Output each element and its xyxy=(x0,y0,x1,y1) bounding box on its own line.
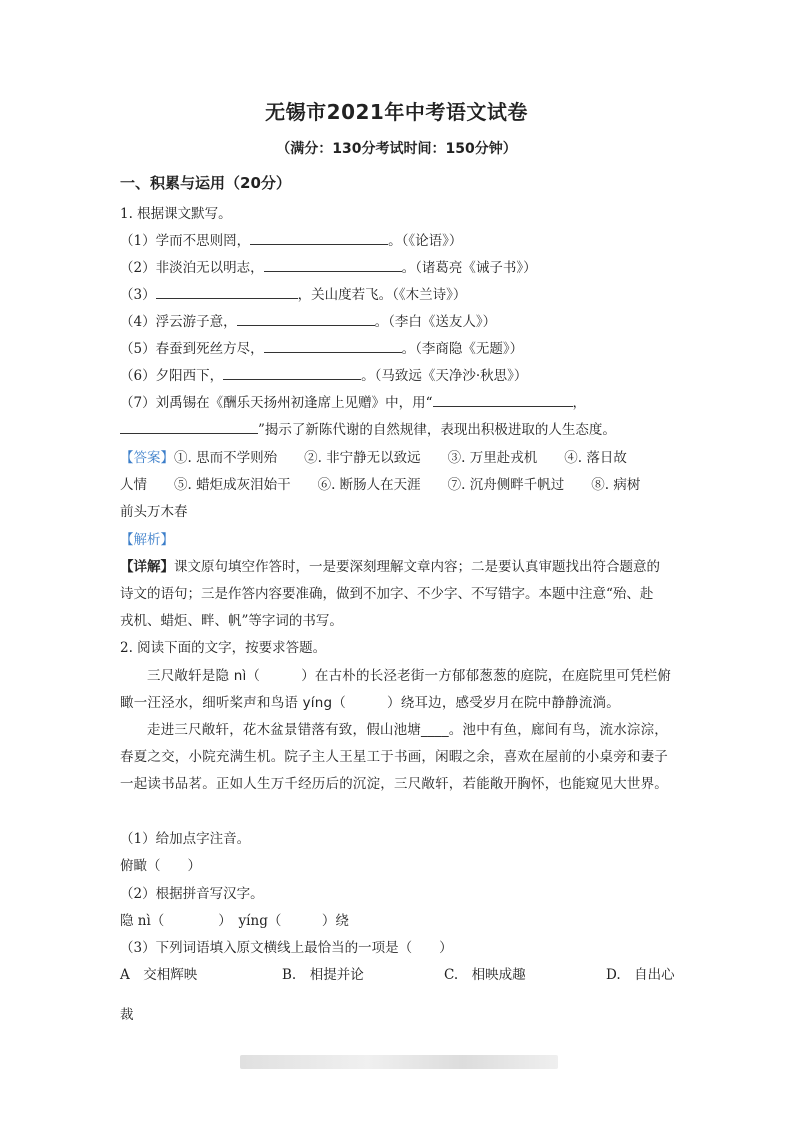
passage-p2-line1: 走进三尺敞轩，花木盆景错落有致，假山池塘____。池中有鱼，廊间有鸟，流水淙淙， xyxy=(147,722,668,738)
answer-line-1: 【答案】①. 思而不学则殆 ②. 非宁静无以致远 ③. 万里赴戎机 ④. 落日故 xyxy=(120,450,627,466)
answer-blank xyxy=(264,259,402,272)
option-d: D. 自出心 xyxy=(606,967,675,983)
q1-item-2: （2）非淡泊无以明志， 。（诸葛亮《诫子书》） xyxy=(120,260,537,276)
sub-question-3: （3）下列词语填入原文横线上最恰当的一项是（ ） xyxy=(120,940,453,956)
answer-tag: 【答案】 xyxy=(120,450,174,466)
q1-item-5: （5）春蚕到死丝方尽， 。（李商隐《无题》） xyxy=(120,341,524,357)
passage-p1-line2: 瞰一汪泾水，细听桨声和鸟语 yíng（ ）绕耳边，感受岁月在院中静静流淌。 xyxy=(120,695,620,711)
answer-line-2: 人情 ⑤. 蜡炬成灰泪始干 ⑥. 断肠人在天涯 ⑦. 沉舟侧畔千帆过 ⑧. 病树 xyxy=(120,477,641,493)
option-c: C. 相映成趣 xyxy=(444,967,526,983)
detail-line-2: 诗文的语句；三是作答内容要准确，做到不加字、不少字、不写错字。本题中注意“殆、赴 xyxy=(120,586,654,602)
detail-line-1: 【详解】课文原句填空作答时，一是要深刻理解文章内容；二是要认真审题找出符合题意的 xyxy=(120,559,660,575)
q1-item-1: （1）学而不思则罔， 。（《论语》） xyxy=(120,233,463,249)
answer-blank xyxy=(433,394,573,407)
answer-blank xyxy=(120,421,258,434)
option-d-cont: 裁 xyxy=(120,1007,134,1023)
detail-line-3: 戎机、蜡炬、畔、帆”等字词的书写。 xyxy=(120,613,343,629)
section-heading: 一、积累与运用（20分） xyxy=(120,174,291,192)
detail-tag: 【详解】 xyxy=(120,559,174,575)
passage-p2-line2: 春夏之交，小院充满生机。院子主人王星工于书画，闲暇之余，喜欢在屋前的小桌旁和妻子 xyxy=(120,749,668,765)
option-b: B. 相提并论 xyxy=(282,967,364,983)
question-1-stem: 1. 根据课文默写。 xyxy=(120,206,232,222)
passage-p2-line3: 一起读书品茗。正如人生万千经历后的沉淀，三尺敞轩，若能敞开胸怀，也能窥见大世界。 xyxy=(120,776,668,792)
sub-question-2: （2）根据拼音写汉字。 xyxy=(120,886,264,902)
answer-line-3: 前头万木春 xyxy=(120,504,188,520)
sub-question-1: （1）给加点字注音。 xyxy=(120,831,251,847)
answer-blank xyxy=(223,367,361,380)
q1-item-4: （4）浮云游子意， 。（李白《送友人》） xyxy=(120,314,497,330)
exam-info: （满分：130分考试时间：150分钟） xyxy=(276,141,517,157)
q1-item-6: （6）夕阳西下， 。（马致远《天净沙·秋思》） xyxy=(120,368,528,384)
answer-blank xyxy=(264,340,402,353)
passage-p1-line1: 三尺敞轩是隐 nì（ ）在古朴的长泾老街一方郁郁葱葱的庭院，在庭院里可凭栏俯 xyxy=(147,668,672,684)
sub-question-2-line: 隐 nì（ ） yíng（ ）绕 xyxy=(120,913,349,929)
q1-item-3: （3） ，关山度若飞。（《木兰诗》） xyxy=(120,287,467,303)
answer-blank xyxy=(250,232,388,245)
answer-blank xyxy=(156,286,298,299)
blurred-footer xyxy=(240,1055,558,1069)
page-title: 无锡市2021年中考语文试卷 xyxy=(265,100,528,124)
answer-blank xyxy=(237,313,375,326)
q1-item-7: （7）刘禹锡在《酬乐天扬州初逢席上见赠》中，用“ ， xyxy=(120,395,586,411)
option-a: A 交相辉映 xyxy=(120,967,198,983)
q1-item-7-cont: ”揭示了新陈代谢的自然规律，表现出积极进取的人生态度。 xyxy=(120,418,616,438)
sub-question-1-word: 俯瞰（ ） xyxy=(120,858,201,874)
analysis-tag: 【解析】 xyxy=(120,532,174,548)
question-2-stem: 2. 阅读下面的文字，按要求答题。 xyxy=(120,640,327,656)
